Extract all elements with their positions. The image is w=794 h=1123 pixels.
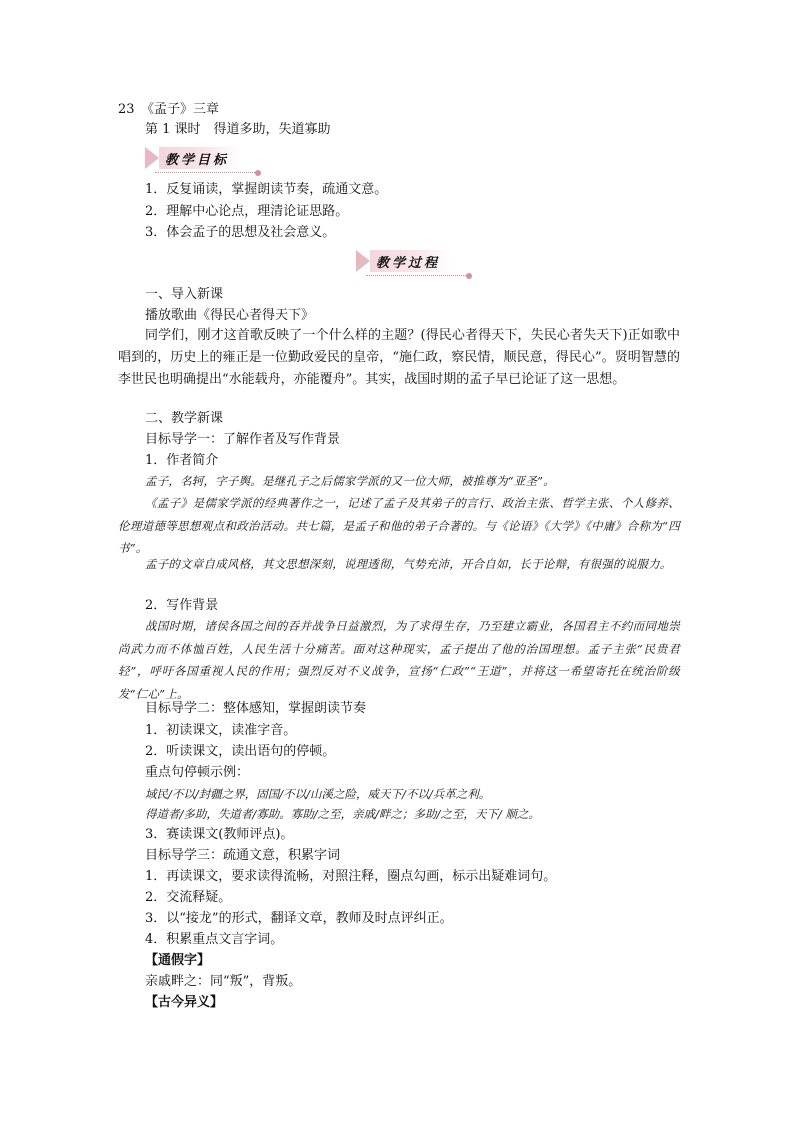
list-item: 1．初读课文，读准字音。	[145, 723, 297, 738]
gujin-heading: 【古今异义】	[145, 995, 224, 1010]
subsection-heading: 1．作者简介	[145, 453, 219, 468]
list-item: 2．听读课文，读出语句的停顿。	[145, 744, 336, 759]
section-heading: 一、导入新课	[145, 287, 224, 302]
banner-triangle-icon	[145, 147, 159, 169]
objective-item: 2．理解中心论点，理清论证思路。	[145, 204, 349, 219]
intro-paragraph: 同学们，刚才这首歌反映了一个什么样的主题？(得民心者得天下，失民心者失天下)正如歌中唱到的，历史上的雍正是一位勤政爱民的皇帝，“施仁政，察民情，顺民意，得民心”。贤明智慧的李世民也明确提出“水能载舟，亦能覆舟”。其实，战国时期的孟子早已论证了这一思想。	[118, 328, 680, 387]
background-paragraph: 战国时期，诸侯各国之间的吞并战争日益激烈，为了求得生存，乃至建立霸业，各国君主不约而同地崇尚武力而不体恤百姓，人民生活十分痛苦。面对这种现实，孟子提出了他的治国理想。孟子主张“民贵君轻”，呼吁各国重视人民的作用；强烈反对不义战争，宣扬“仁政”“王道”，并将这一希望寄托在统治阶级发“仁心”上。	[118, 619, 680, 701]
banner-triangle-icon	[356, 250, 370, 272]
author-intro-1: 孟子，名轲，字子舆。是继孔子之后儒家学派的又一位大师，被推尊为“亚圣”。	[145, 474, 555, 488]
list-item: 3．以“接龙”的形式，翻译文章，教师及时点评纠正。	[145, 911, 453, 926]
list-item: 2．交流释疑。	[145, 890, 232, 905]
song-line: 播放歌曲《得民心者得天下》	[145, 308, 315, 323]
list-item: 1．再读课文，要求读得流畅，对照注释，圈点勾画，标示出疑难词句。	[145, 869, 557, 884]
goal-heading: 目标导学二：整体感知，掌握朗读节奏	[145, 701, 367, 716]
list-item: 4．积累重点文言字词。	[145, 932, 284, 947]
author-intro-2: 《孟子》是儒家学派的经典著作之一，记述了孟子及其弟子的言行、政治主张、哲学主张、个人修养、伦理道德等思想观点和政治活动。共七篇，是孟子和他的弟子合著的。与《论语》《大学》《中庸》合称为“四书”。	[118, 496, 680, 555]
goal-heading: 目标导学一：了解作者及写作背景	[145, 432, 341, 447]
chapter-title: 23 《孟子》三章	[118, 102, 220, 117]
objectives-banner	[145, 147, 255, 169]
pause-example: 域民/不以/封疆之界，固国/不以/山溪之险，威天下/不以/兵革之利。	[145, 787, 491, 801]
lesson-title: 第 1 课时 得道多助，失道寡助	[145, 122, 331, 137]
pause-example: 得道者/多助，失道者/寡助。寡助/之至，亲戚/畔之；多助/之至，天下/ 顺之。	[145, 807, 540, 821]
banner-dot-icon	[466, 273, 472, 279]
banner-dot-icon	[255, 170, 261, 176]
author-intro-3: 孟子的文章自成风格，其文思想深刻，说理透彻，气势充沛，开合自如，长于论辩，有很强的说服力。	[145, 557, 672, 571]
pause-example-title: 重点句停顿示例：	[145, 765, 250, 780]
process-banner	[356, 250, 466, 272]
process-banner-label: 教学过程	[370, 250, 450, 272]
subsection-heading: 2．写作背景	[145, 598, 219, 613]
tongjia-item: 亲戚畔之：同“叛”，背叛。	[145, 974, 302, 989]
banner-dotted-line	[155, 172, 255, 173]
objectives-banner-label: 教学目标	[159, 147, 239, 169]
section-heading: 二、教学新课	[145, 411, 224, 426]
goal-heading: 目标导学三：疏通文意，积累字词	[145, 848, 341, 863]
objective-item: 1．反复诵读，掌握朗读节奏，疏通文意。	[145, 182, 388, 197]
list-item: 3．赛读课文(教师评点)。	[145, 827, 294, 842]
banner-dotted-line	[366, 275, 466, 276]
objective-item: 3．体会孟子的思想及社会意义。	[145, 225, 336, 240]
tongjia-heading: 【通假字】	[145, 953, 211, 968]
